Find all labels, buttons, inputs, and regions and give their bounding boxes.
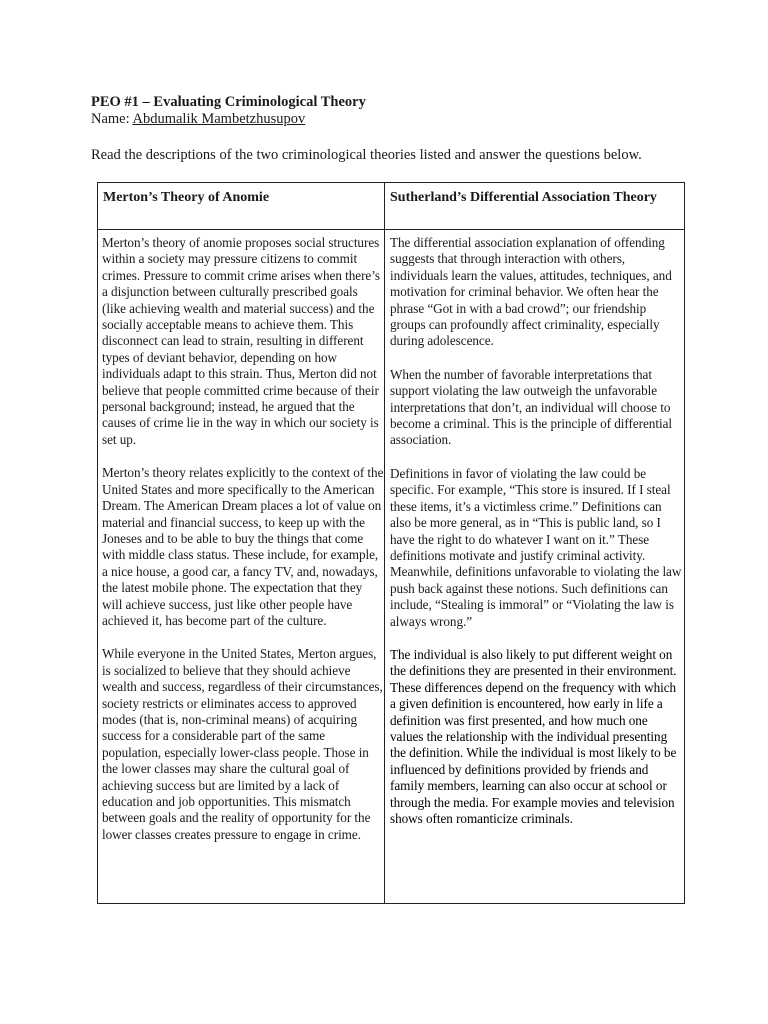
merton-paragraph-3: While everyone in the United States, Merton argues, is socialized to believe that they should achieve wealth and success, regardless of their circumstances, society restricts or eliminates access to approved modes (that is, non-criminal means) of acquiring success for a considerable part of the same population, especially lower-class people. Those in the lower classes may share the cultural goal of achieving success but are limited by a lack of education and job opportunities. This mismatch between goals and the reality of opportunity for the lower classes creates pressure to engage in crime.	[102, 646, 383, 842]
sutherland-paragraph-4: The individual is also likely to put different weight on the definitions they are presented in their environment. These differences depend on the frequency with which a given definition is encountered, how early in life a definition was first presented, and how much one values the relationship with the individual presenting the definition. While the individual is most likely to be influenced by definitions provided by friends and family members, learning can also occur at school or through the media. For example movies and television shows often romanticize criminals.	[390, 646, 677, 826]
instructions-text: Read the descriptions of the two criminological theories listed and answer the questions below.	[91, 147, 642, 163]
sutherland-column	[390, 235, 682, 844]
merton-paragraph-2: Merton’s theory relates explicitly to the context of the United States and more specifically to the American Dream. The American Dream places a lot of value on material and financial success, to keep up with the Joneses and to be able to buy the things that come with middle class status. These include, for example, a nice house, a good car, a fancy TV, and, nowadays, the latest mobile phone. The expectation that they will achieve success, just like other people have achieved it, has become part of the culture.	[102, 465, 384, 628]
theories-table	[97, 182, 685, 904]
name-line	[91, 111, 305, 128]
header-merton: Merton’s Theory of Anomie	[103, 190, 270, 205]
document-title: PEO #1 – Evaluating Criminological Theory	[91, 94, 366, 110]
student-name: Abdumalik Mambetzhusupov	[132, 111, 306, 127]
header-row-divider	[98, 229, 684, 230]
merton-paragraph-1: Merton’s theory of anomie proposes social structures within a society may pressure citizens to commit crimes. Pressure to commit crime arises when there’s a disjunction between culturally prescribed goals (like achieving wealth and material success) and the socially acceptable means to achieve them. This disconnect can lead to strain, resulting in different types of deviant behavior, depending on how individuals adapt to this strain. Thus, Merton did not believe that people committed crime because of their personal background; instead, he argued that the causes of crime lie in the way in which our society is set up.	[102, 235, 380, 447]
column-divider	[384, 183, 385, 903]
header-sutherland: Sutherland’s Differential Association Theory	[390, 190, 657, 205]
merton-column	[102, 235, 384, 860]
sutherland-paragraph-3: Definitions in favor of violating the law could be specific. For example, “This store is insured. If I steal these items, it’s a victimless crime.” Definitions can also be more general, as in “This is public land, so I have the right to do whatever I want on it.” These definitions motivate and justify criminal activity. Meanwhile, definitions unfavorable to violating the law push back against these notions. Such definitions can include, “Stealing is immoral” or “Violating the law is always wrong.”	[390, 465, 682, 629]
name-label: Name:	[91, 111, 133, 127]
sutherland-paragraph-1: The differential association explanation of offending suggests that through interaction with others, individuals learn the values, attitudes, techniques, and motivation for criminal behavior. We often hear the phrase “Got in with a bad crowd”; our friendship groups can profoundly affect criminality, especially during adolescence.	[390, 235, 672, 349]
sutherland-paragraph-2: When the number of favorable interpretations that support violating the law outweigh the unfavorable interpretations that don’t, an individual will choose to become a criminal. This is the principle of differential association.	[390, 366, 672, 448]
